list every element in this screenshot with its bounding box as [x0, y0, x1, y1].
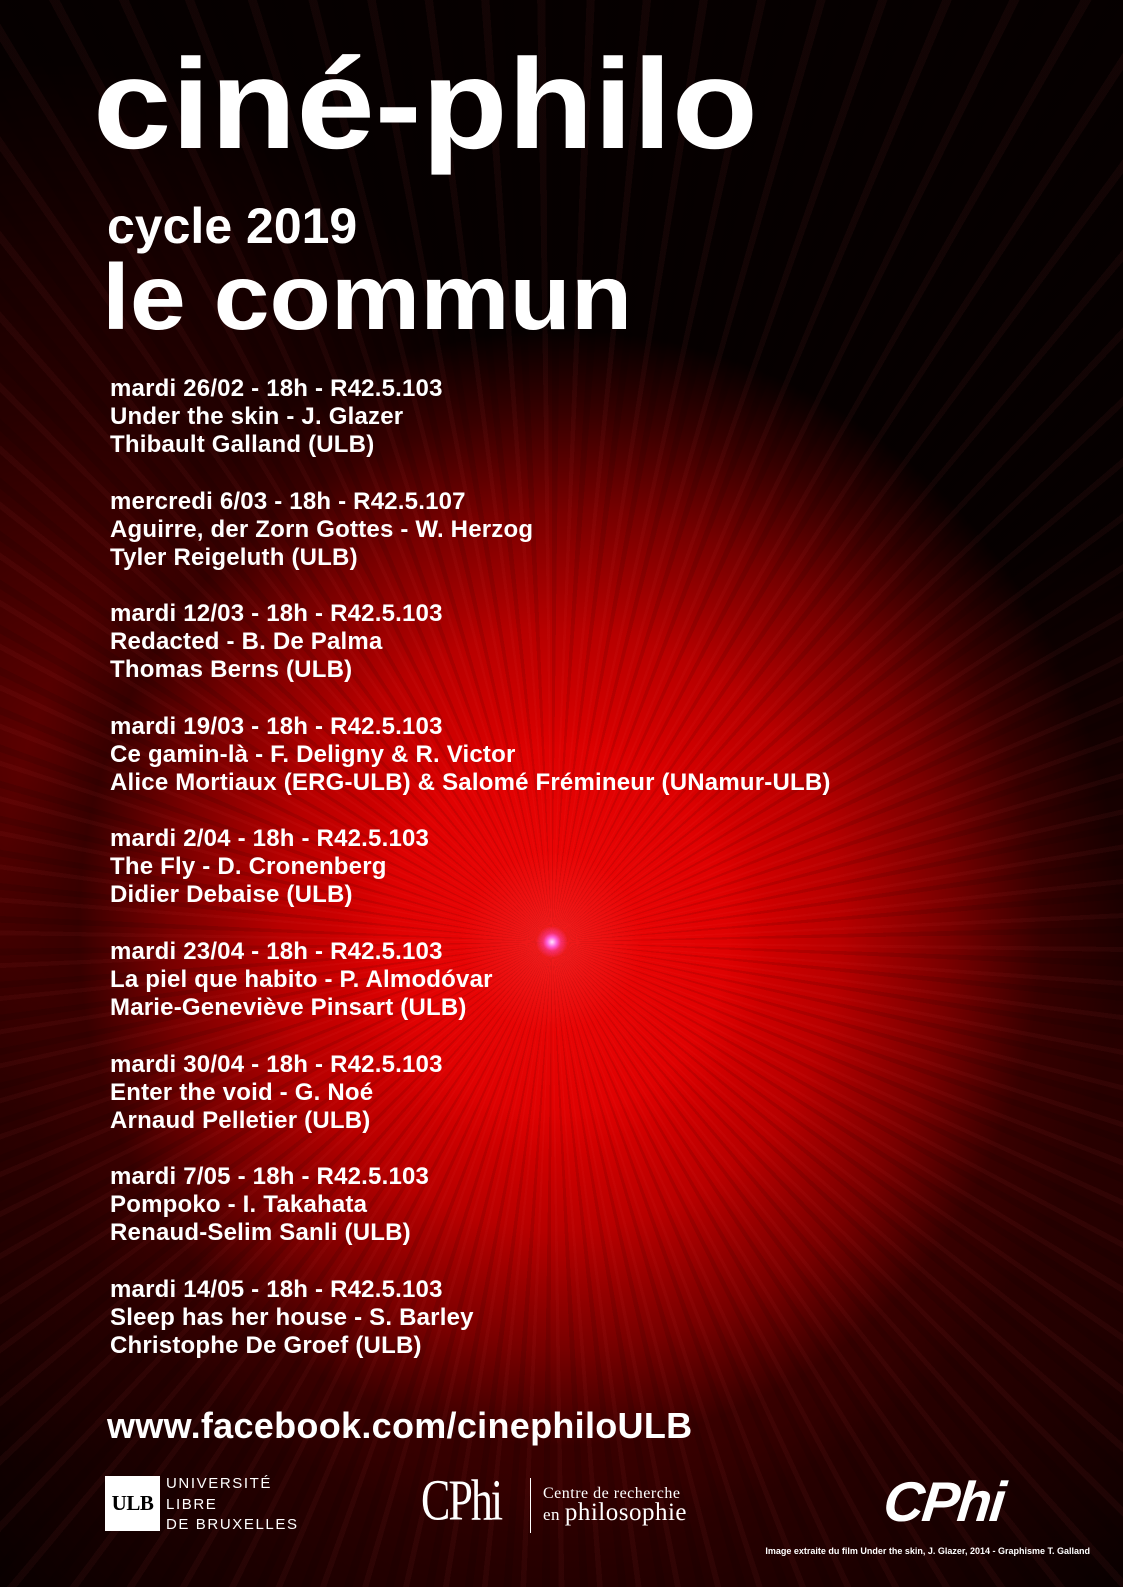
session-speaker: Thibault Galland (ULB)	[110, 431, 375, 458]
cphi-philosophie-label	[543, 1500, 687, 1525]
session-speaker: Christophe De Groef (ULB)	[110, 1331, 422, 1359]
session-entry	[110, 375, 831, 459]
cphi-logo-mark: CPhi	[421, 1468, 502, 1533]
cphi-en-text: en	[543, 1505, 560, 1524]
session-schedule: mercredi 6/03 - 18h - R42.5.107	[110, 487, 466, 515]
session-speaker: Didier Debaise (ULB)	[110, 881, 353, 909]
logo-divider	[530, 1478, 531, 1533]
session-entry	[110, 825, 831, 909]
ulb-logo-wordmark	[166, 1474, 299, 1536]
facebook-url: www.facebook.com/cinephiloULB	[107, 1405, 693, 1446]
cphi-centre-label: Centre de recherche	[543, 1485, 681, 1502]
cycle-label: cycle 2019	[107, 198, 358, 254]
session-film: Sleep has her house - S. Barley	[110, 1303, 474, 1331]
session-speaker: Alice Mortiaux (ERG-ULB) & Salomé Frémineur (UNamur-ULB)	[110, 768, 831, 796]
ulb-logo-mark	[105, 1476, 160, 1531]
session-entry	[110, 1276, 831, 1360]
session-entry	[110, 1051, 831, 1135]
session-speaker: Marie-Geneviève Pinsart (ULB)	[110, 993, 467, 1021]
session-schedule: mardi 12/03 - 18h - R42.5.103	[110, 600, 443, 628]
ulb-logo-text: ULB	[111, 1491, 154, 1515]
session-schedule: mardi 23/04 - 18h - R42.5.103	[110, 937, 443, 965]
ulb-line-bruxelles: DE BRUXELLES	[166, 1516, 299, 1533]
session-schedule: mardi 14/05 - 18h - R42.5.103	[110, 1275, 443, 1303]
session-schedule: mardi 2/04 - 18h - R42.5.103	[110, 825, 430, 853]
cphi-philosophie-text: philosophie	[564, 1499, 688, 1526]
ulb-line-universite: UNIVERSITÉ	[166, 1475, 273, 1492]
session-entry	[110, 938, 831, 1022]
session-film: Aguirre, der Zorn Gottes - W. Herzog	[110, 515, 534, 543]
cycle-theme: le commun	[102, 245, 633, 349]
session-speaker: Arnaud Pelletier (ULB)	[110, 1106, 371, 1134]
session-schedule: mardi 19/03 - 18h - R42.5.103	[110, 712, 443, 740]
session-film: Enter the void - G. Noé	[110, 1078, 374, 1106]
session-speaker: Tyler Reigeluth (ULB)	[110, 543, 358, 571]
session-film: Pompoko - I. Takahata	[110, 1191, 368, 1219]
session-entry	[110, 600, 831, 684]
session-schedule: mardi 30/04 - 18h - R42.5.103	[110, 1050, 443, 1078]
session-entry	[110, 713, 831, 797]
session-schedule: mardi 7/05 - 18h - R42.5.103	[110, 1163, 430, 1191]
session-list	[110, 375, 831, 1360]
session-schedule: mardi 26/02 - 18h - R42.5.103	[110, 375, 443, 402]
session-film: La piel que habito - P. Almodóvar	[110, 965, 493, 993]
session-entry	[110, 1163, 831, 1247]
session-entry	[110, 488, 831, 572]
ulb-line-libre: LIBRE	[166, 1495, 218, 1513]
session-film: The Fly - D. Cronenberg	[110, 853, 387, 881]
session-film: Ce gamin-là - F. Deligny & R. Victor	[110, 740, 516, 768]
session-speaker: Thomas Berns (ULB)	[110, 656, 353, 684]
session-film: Under the skin - J. Glazer	[110, 403, 404, 430]
poster-title: ciné-philo	[93, 33, 758, 176]
image-credit: Image extraite du film Under the skin, J. Glazer, 2014 - Graphisme T. Galland	[765, 1546, 1090, 1556]
session-film: Redacted - B. De Palma	[110, 628, 383, 656]
cphi-brush-logo: CPhi	[880, 1470, 1007, 1533]
session-speaker: Renaud-Selim Sanli (ULB)	[110, 1219, 411, 1247]
